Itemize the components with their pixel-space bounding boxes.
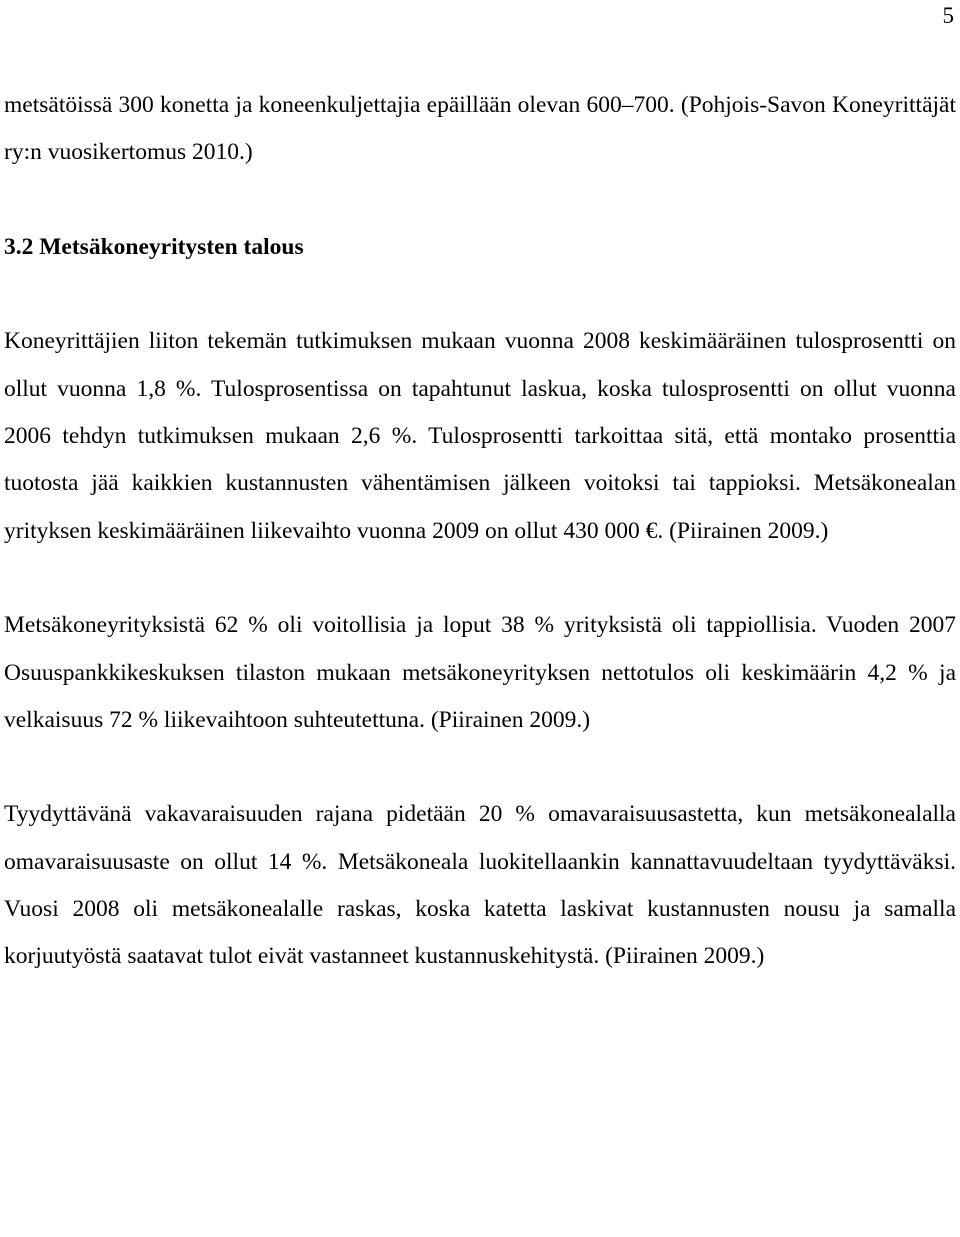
paragraph-spacer bbox=[4, 744, 956, 791]
section-heading: 3.2 Metsäkoneyritysten talous bbox=[4, 233, 304, 260]
paragraph-solvency: Tyydyttävänä vakavaraisuuden rajana pidetään 20 % omavaraisuusastetta, kun metsäkonealalla omavaraisuusaste on ollut 14 %. Metsäkoneala luokitellaankin kannattavuudeltaan tyydyttäväksi. Vuosi 2008 oli metsäkonealalle raskas, koska katetta laskivat kustannusten nousu ja samalla korjuutyöstä saatavat tulot eivät vastanneet kustannuskehitystä. (Piirainen 2009.) bbox=[4, 801, 956, 970]
paragraph-spacer bbox=[4, 555, 956, 602]
paragraph-spacer bbox=[4, 271, 956, 318]
paragraph-spacer bbox=[4, 177, 956, 224]
page-number: 5 bbox=[942, 3, 954, 28]
document-body bbox=[4, 82, 956, 981]
paragraph-intro: metsätöissä 300 konetta ja koneenkuljettajia epäillään olevan 600–700. (Pohjois-Savon Koneyrittäjät ry:n vuosikertomus 2010.) bbox=[4, 92, 956, 166]
paragraph-profit-percentage: Koneyrittäjien liiton tekemän tutkimuksen mukaan vuonna 2008 keskimääräinen tulosprosentti on ollut vuonna 1,8 %. Tulosprosentissa on tapahtunut laskua, koska tulosprosentti on ollut vuonna 2006 tehdyn tutkimuksen mukaan 2,6 %. Tulosprosentti tarkoittaa sitä, että montako prosenttia tuotosta jää kaikkien kustannusten vähentämisen jälkeen voitoksi tai tappioksi. Metsäkonealan yrityksen keskimääräinen liikevaihto vuonna 2009 on ollut 430 000 €. (Piirainen 2009.) bbox=[4, 328, 956, 544]
paragraph-profitability: Metsäkoneyrityksistä 62 % oli voitollisia ja loput 38 % yrityksistä oli tappiollisia. Vuoden 2007 Osuuspankkikeskuksen tilaston mukaan metsäkoneyrityksen nettotulos oli keskimäärin 4,2 % ja velkaisuus 72 % liikevaihtoon suhteutettuna. (Piirainen 2009.) bbox=[4, 612, 956, 733]
